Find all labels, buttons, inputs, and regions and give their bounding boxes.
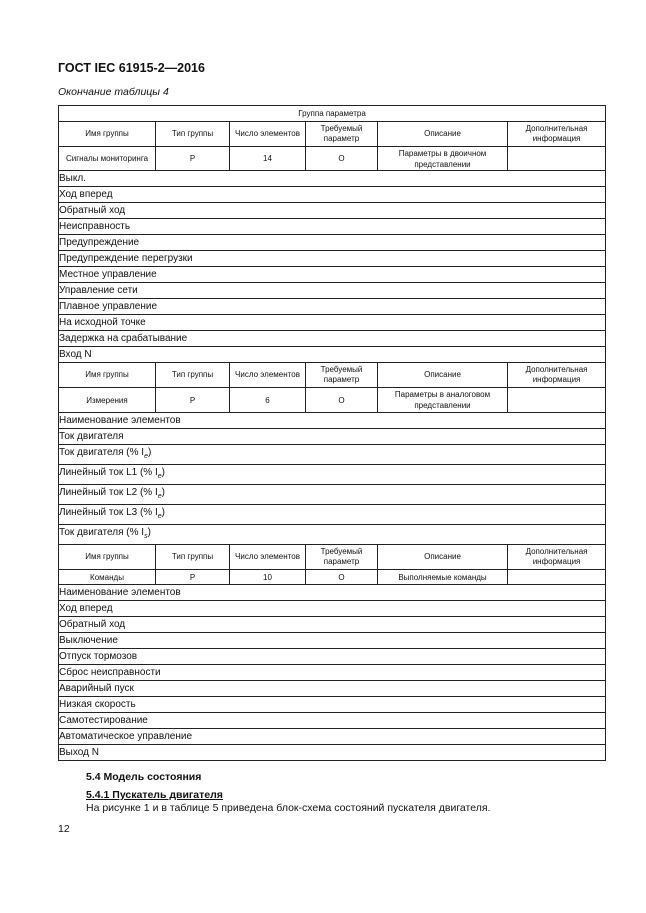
paren: ) <box>147 447 152 458</box>
subscript: s <box>144 533 148 540</box>
element-row <box>59 485 606 505</box>
paren: ) <box>161 467 166 478</box>
cell: P <box>156 570 230 585</box>
element-row: Неисправность <box>59 219 606 235</box>
element-row: Обратный ход <box>59 617 606 633</box>
col-header: Описание <box>378 363 508 388</box>
element-text: Ток двигателя <box>59 431 124 442</box>
element-row <box>59 429 606 445</box>
element-row: Автоматическое управление <box>59 729 606 745</box>
parameter-table <box>58 105 606 761</box>
element-row: Отпуск тормозов <box>59 649 606 665</box>
element-text: Линейный ток L2 (% I <box>59 487 158 498</box>
items-heading: Наименование элементов <box>59 585 606 601</box>
cell: Сигналы мониторинга <box>59 147 156 171</box>
cell: O <box>306 570 378 585</box>
cell: Параметры в аналоговом представлении <box>378 388 508 413</box>
paren: ) <box>161 487 166 498</box>
element-text: Ток двигателя (% I <box>59 447 145 458</box>
element-row: Низкая скорость <box>59 697 606 713</box>
element-row: Аварийный пуск <box>59 681 606 697</box>
table-caption: Окончание таблицы 4 <box>58 86 169 98</box>
items-heading: Наименование элементов <box>59 413 606 429</box>
column-header-row <box>59 545 606 570</box>
col-header: Дополнительная информация <box>508 545 606 570</box>
element-row <box>59 445 606 465</box>
paragraph: На рисунке 1 и в таблице 5 приведена блок-схема состояний пускателя двигателя. <box>86 802 491 814</box>
col-header: Требуемый параметр <box>306 363 378 388</box>
col-header: Требуемый параметр <box>306 545 378 570</box>
element-row <box>59 505 606 525</box>
col-header: Описание <box>378 122 508 147</box>
element-row <box>59 465 606 485</box>
cell: 14 <box>230 147 306 171</box>
group-header: Группа параметра <box>59 106 606 122</box>
cell: O <box>306 388 378 413</box>
element-row: Местное управление <box>59 267 606 283</box>
col-header: Число элементов <box>230 122 306 147</box>
element-row: Ход вперед <box>59 187 606 203</box>
group-row <box>59 570 606 585</box>
col-header: Число элементов <box>230 363 306 388</box>
col-header: Имя группы <box>59 363 156 388</box>
col-header: Имя группы <box>59 545 156 570</box>
cell: Параметры в двоичном представлении <box>378 147 508 171</box>
element-row: Задержка на срабатывание <box>59 331 606 347</box>
subscript: e <box>144 453 148 460</box>
element-row: Плавное управление <box>59 299 606 315</box>
paren: ) <box>161 507 166 518</box>
element-row: На исходной точке <box>59 315 606 331</box>
element-row: Обратный ход <box>59 203 606 219</box>
cell: Измерения <box>59 388 156 413</box>
subsection-title: 5.4.1 Пускатель двигателя <box>86 789 223 801</box>
element-row: Выход N <box>59 745 606 761</box>
cell: Выполняемые команды <box>378 570 508 585</box>
cell: O <box>306 147 378 171</box>
cell: Команды <box>59 570 156 585</box>
document-header: ГОСТ IEC 61915-2—2016 <box>58 61 205 75</box>
subscript: e <box>157 513 162 520</box>
subscript: e <box>157 473 162 480</box>
group-row <box>59 388 606 413</box>
col-header: Дополнительная информация <box>508 122 606 147</box>
col-header: Тип группы <box>156 545 230 570</box>
element-text: Ток двигателя (% I <box>59 527 145 538</box>
paren: ) <box>147 527 151 538</box>
section-title: 5.4 Модель состояния <box>86 771 202 783</box>
element-row <box>59 525 606 545</box>
element-row: Ход вперед <box>59 601 606 617</box>
col-header: Требуемый параметр <box>306 122 378 147</box>
group-row <box>59 147 606 171</box>
page-number: 12 <box>58 823 70 835</box>
element-text: Линейный ток L3 (% I <box>59 507 158 518</box>
element-row: Сброс неисправности <box>59 665 606 681</box>
cell <box>508 147 606 171</box>
cell <box>508 388 606 413</box>
subscript: e <box>157 493 162 500</box>
col-header: Дополнительная информация <box>508 363 606 388</box>
col-header: Тип группы <box>156 122 230 147</box>
element-text: Линейный ток L1 (% I <box>59 467 158 478</box>
element-row: Предупреждение <box>59 235 606 251</box>
element-row: Вход N <box>59 347 606 363</box>
element-row: Самотестирование <box>59 713 606 729</box>
element-row: Выкл. <box>59 171 606 187</box>
col-header: Описание <box>378 545 508 570</box>
col-header: Число элементов <box>230 545 306 570</box>
cell <box>508 570 606 585</box>
cell: 10 <box>230 570 306 585</box>
col-header: Тип группы <box>156 363 230 388</box>
cell: 6 <box>230 388 306 413</box>
cell: P <box>156 147 230 171</box>
column-header-row <box>59 122 606 147</box>
column-header-row <box>59 363 606 388</box>
element-row: Предупреждение перегрузки <box>59 251 606 267</box>
element-row: Управление сети <box>59 283 606 299</box>
element-row: Выключение <box>59 633 606 649</box>
cell: P <box>156 388 230 413</box>
col-header: Имя группы <box>59 122 156 147</box>
